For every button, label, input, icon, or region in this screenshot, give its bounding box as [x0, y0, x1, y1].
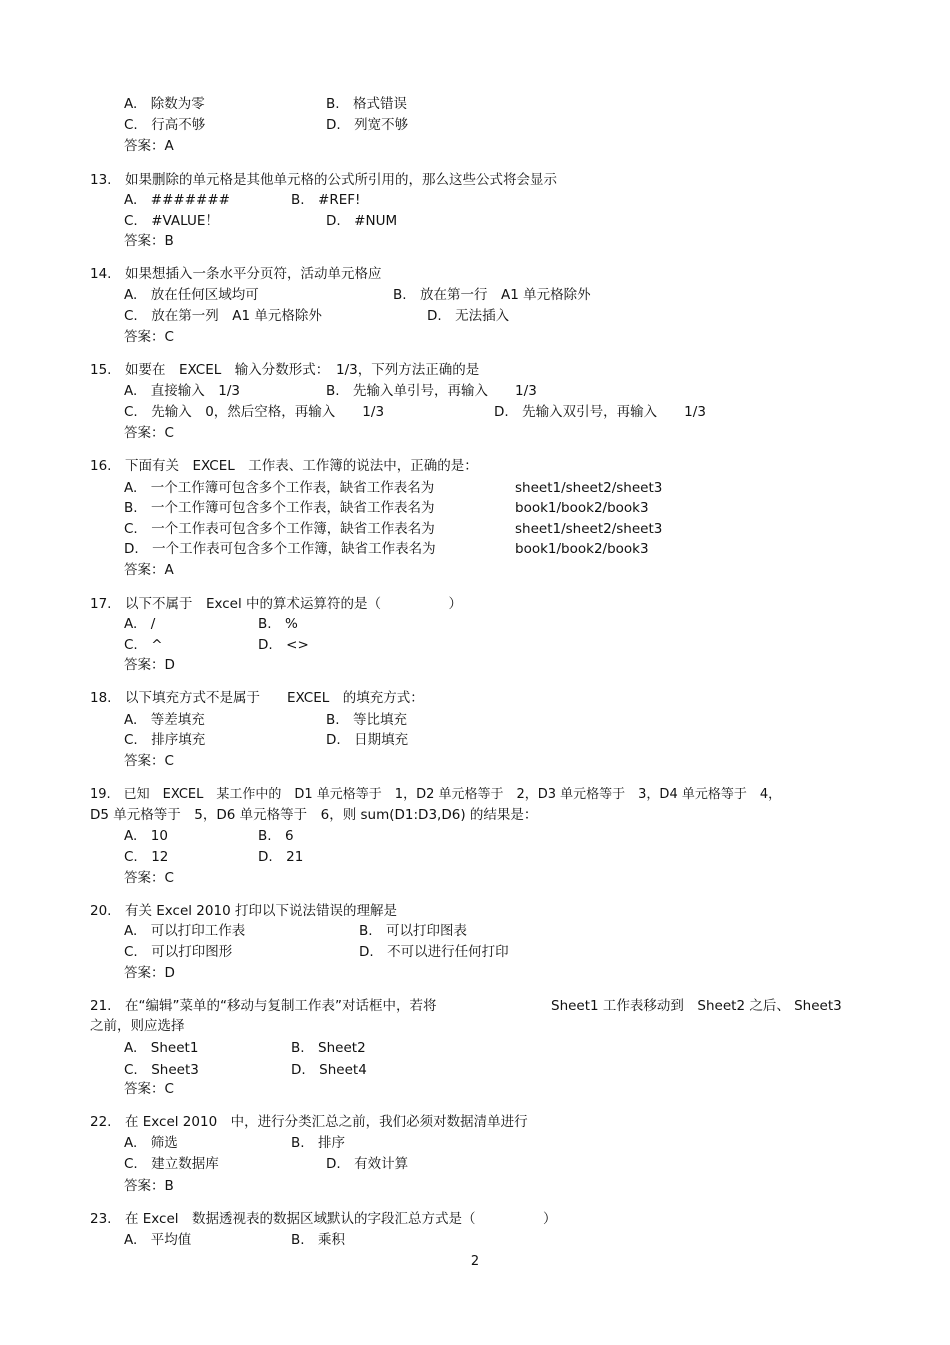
- answer: 答案：C: [124, 753, 174, 769]
- option-b: B. 等比填充: [326, 712, 408, 728]
- option-b: B. 先输入单引号，再输入 1/3: [326, 383, 537, 399]
- option-a: A. 一个工作簿可包含多个工作表，缺省工作表名为: [124, 480, 435, 496]
- option-d: D. 一个工作表可包含多个工作簿，缺省工作表名为: [124, 541, 436, 557]
- option-a: A. 等差填充: [124, 712, 205, 728]
- answer: 答案：C: [124, 870, 174, 886]
- question-13-stem: 13. 如果删除的单元格是其他单元格的公式所引用的，那么这些公式将会显示: [90, 172, 557, 188]
- option-b-value: book1/book2/book3: [515, 500, 649, 516]
- answer: 答案：A: [124, 138, 174, 154]
- option-c: C. ^: [124, 637, 163, 653]
- option-a: A. #######: [124, 192, 230, 208]
- answer: 答案：C: [124, 1081, 174, 1097]
- option-c: C. #VALUE！: [124, 213, 219, 229]
- answer: 答案：C: [124, 329, 174, 345]
- option-c: C. 放在第一列 A1 单元格除外: [124, 308, 322, 324]
- question-22-stem: 22. 在 Excel 2010 中，进行分类汇总之前，我们必须对数据清单进行: [90, 1114, 528, 1130]
- option-a: A. 直接输入 1/3: [124, 383, 241, 399]
- answer: 答案：A: [124, 562, 174, 578]
- option-b: B. #REF!: [291, 192, 361, 208]
- question-23-stem: 23. 在 Excel 数据透视表的数据区域默认的字段汇总方式是（ ）: [90, 1211, 557, 1227]
- option-a: A. 除数为零: [124, 96, 205, 112]
- answer: 答案：D: [124, 965, 175, 981]
- question-15-stem: 15. 如要在 EXCEL 输入分数形式： 1/3，下列方法正确的是: [90, 362, 480, 378]
- question-19-stem-cont: D5 单元格等于 5，D6 单元格等于 6，则 sum(D1:D3,D6) 的结果是：: [90, 807, 538, 823]
- option-d: D. 日期填充: [326, 732, 409, 748]
- option-a-value: sheet1/sheet2/sheet3: [515, 480, 663, 496]
- option-b: B. 可以打印图表: [359, 923, 468, 939]
- option-a: A. 平均值: [124, 1232, 192, 1248]
- option-a: A. 可以打印工作表: [124, 923, 246, 939]
- option-d: D. 21: [258, 849, 304, 865]
- question-21-stem-right: Sheet1 工作表移动到 Sheet2 之后、 Sheet3: [551, 998, 842, 1014]
- option-d: D. Sheet4: [291, 1062, 367, 1078]
- question-16-stem: 16. 下面有关 EXCEL 工作表、工作簿的说法中，正确的是：: [90, 458, 478, 474]
- option-a: A. /: [124, 616, 156, 632]
- question-19-stem: 19. 已知 EXCEL 某工作中的 D1 单元格等于 1，D2 单元格等于 2，D3 单元格等于 3，D4 单元格等于 4，: [90, 787, 782, 802]
- option-d: D. 不可以进行任何打印: [359, 944, 509, 960]
- option-c: C. 先输入 0，然后空格，再输入 1/3: [124, 404, 385, 420]
- question-20-stem: 20. 有关 Excel 2010 打印以下说法错误的理解是: [90, 903, 397, 919]
- option-d: D. 有效计算: [326, 1156, 409, 1172]
- option-a: A. 筛选: [124, 1135, 178, 1151]
- option-d: D. <>: [258, 637, 309, 653]
- page-number: 2: [470, 1254, 480, 1269]
- answer: 答案：B: [124, 233, 174, 249]
- option-d: D. 列宽不够: [326, 117, 409, 133]
- option-b: B. 一个工作簿可包含多个工作表，缺省工作表名为: [124, 500, 435, 516]
- question-21-stem: 21. 在“编辑”菜单的“移动与复制工作表”对话框中，若将: [90, 998, 437, 1014]
- option-b: B. 排序: [291, 1135, 346, 1151]
- option-c: C. 一个工作表可包含多个工作簿，缺省工作表名为: [124, 521, 435, 537]
- option-a: A. Sheet1: [124, 1040, 199, 1056]
- option-c: C. 建立数据库: [124, 1156, 219, 1172]
- question-18-stem: 18. 以下填充方式不是属于 EXCEL 的填充方式：: [90, 690, 424, 706]
- question-21-stem-cont: 之前，则应选择: [90, 1018, 185, 1034]
- option-c-value: sheet1/sheet2/sheet3: [515, 521, 663, 537]
- option-a: A. 10: [124, 828, 168, 844]
- option-c: C. Sheet3: [124, 1062, 199, 1078]
- option-a: A. 放在任何区域均可: [124, 287, 259, 303]
- answer: 答案：D: [124, 657, 175, 673]
- option-d: D. 先输入双引号，再输入 1/3: [494, 404, 706, 420]
- option-c: C. 12: [124, 849, 169, 865]
- option-b: B. 格式错误: [326, 96, 408, 112]
- option-d: D. 无法插入: [427, 308, 510, 324]
- question-17-stem: 17. 以下不属于 Excel 中的算术运算符的是（ ）: [90, 596, 463, 612]
- option-d-value: book1/book2/book3: [515, 541, 649, 557]
- option-b: B. 6: [258, 828, 294, 844]
- question-14-stem: 14. 如果想插入一条水平分页符，活动单元格应: [90, 266, 382, 282]
- option-b: B. 乘积: [291, 1232, 346, 1248]
- option-d: D. #NUM: [326, 213, 398, 229]
- answer: 答案：B: [124, 1178, 174, 1194]
- option-b: B. Sheet2: [291, 1040, 366, 1056]
- option-c: C. 行高不够: [124, 117, 206, 133]
- answer: 答案：C: [124, 425, 174, 441]
- option-b: B. %: [258, 616, 298, 632]
- option-b: B. 放在第一行 A1 单元格除外: [393, 287, 591, 303]
- option-c: C. 可以打印图形: [124, 944, 233, 960]
- option-c: C. 排序填充: [124, 732, 206, 748]
